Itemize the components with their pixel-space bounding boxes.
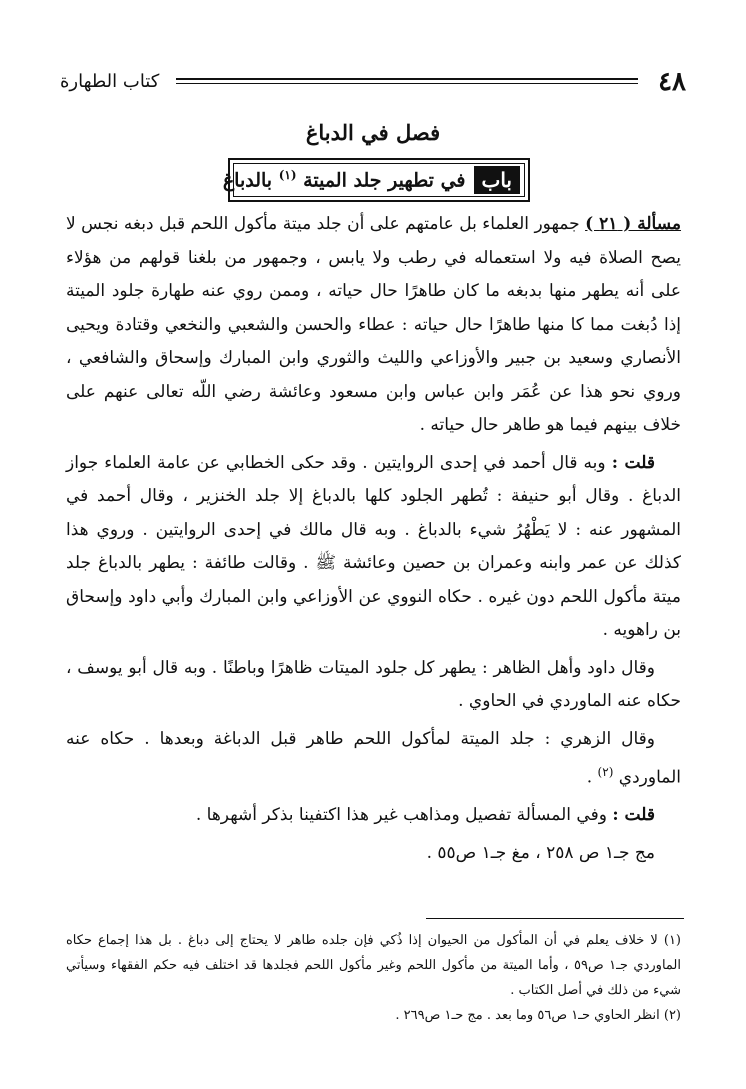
zuhri-text-end: . (586, 767, 593, 788)
footnote-separator (426, 918, 684, 919)
page-number: ٤٨ (658, 67, 686, 97)
qultu-text-1: وبه قال أحمد في إحدى الروايتين . وقد حكى الخطابي عن عامة العلماء جواز الدباغ . وقال أبو حنيفة : تُطهر الجلود كلها بالدباغ إلا جلد الخنزير ، وقال أحمد في المشهور عنه : لا يَطْهُرُ شيء بالدباغ . وبه قال مالك في إحدى الروايتين . وروي هذا كذلك عن عمر وابنه وعمران بن حصين وعائشة ﷺ . وقالت طائفة : يطهر بالدباغ جلد ميتة مأكول اللحم دون غيره . حكاه النووي عن الأوزاعي وابن المبارك وأبي داود وإسحاق بن راهويه . (66, 452, 681, 640)
paragraph-dawud (66, 652, 681, 719)
chapter-title-end: بالدباغ (222, 169, 273, 192)
chapter-title-text: في تطهير جلد الميتة (303, 169, 466, 192)
zuhri-footnote-ref: (٢) (597, 765, 614, 779)
paragraph-qultu-2 (66, 799, 681, 833)
header-rule (176, 78, 638, 84)
masala-text: جمهور العلماء بل عامتهم على أن جلد ميتة مأكول اللحم قبل دبغه نجس لا يصح الصلاة فيه ولا استعماله في رطب ولا يابس ، وجمهور من بلغنا قولهم من هؤلاء على أنه يطهر منها بدبغه ما كان طاهرًا حال حياته ، وممن روي عنه طهارة جلود الميتة إذا دُبغت مما كا منها طاهرًا حال حياته : عطاء والحسن والشعبي والنخعي وقتادة ويحيى الأنصاري وسعيد بن جبير والأوزاعي والليث والثوري وابن المبارك وإسحاق والشافعي ، وروي نحو هذا عن عُمَر وابن عباس وابن مسعود وعائشة رضي اللّه تعالى عنهم على خلاف بينهم فيما هو طاهر حال حياته . (66, 214, 681, 435)
running-header (60, 64, 686, 100)
footnote-1: (١) لا خلاف يعلم في أن المأكول من الحيوان إذا ذُكي فإن جلده طاهر لا يحتاج إلى دباغ . بل هذا إجماع حكاه الماوردي جـ١ ص٥٩ ، وأما الميتة من مأكول اللحم وغير مأكول اللحم فجلدها قد اختلف فيه حكم الفقهاء وسيأتي شيء من ذلك في أصل الكتاب . (66, 933, 681, 998)
chapter-box (222, 158, 530, 202)
paragraph-qultu-1 (66, 447, 681, 648)
book-title: كتاب الطهارة (60, 71, 160, 92)
chapter-title (223, 168, 474, 191)
chapter-footnote-ref: (١) (278, 168, 297, 183)
references-text: مج جـ١ ص ٢٥٨ ، مغ جـ١ ص٥٥ . (426, 842, 655, 863)
footnote-2: (٢) انظر الحاوي حـ١ ص٥٦ وما بعد . مج حـ١ ص٢٦٩ . (395, 1008, 681, 1023)
footnotes (66, 928, 681, 1028)
paragraph-zuhri (66, 723, 681, 796)
dawud-text: وقال داود وأهل الظاهر : يطهر كل جلود الميتات ظاهرًا وباطنًا . وبه قال أبو يوسف ، حكاه عنه الماوردي في الحاوي . (66, 657, 681, 711)
zuhri-text: وقال الزهري : جلد الميتة لمأكول اللحم طاهر قبل الدباغة وبعدها . حكاه عنه الماوردي (66, 728, 681, 788)
qultu-text-2: وفي المسألة تفصيل ومذاهب غير هذا اكتفينا بذكر أشهرها . (195, 805, 607, 826)
section-title: فصل في الدباغ (305, 120, 441, 145)
paragraph-masala (66, 208, 681, 443)
masala-label: مسألة ( ٢١ ) (585, 214, 682, 234)
chapter-box-inner (222, 163, 525, 197)
main-text (66, 208, 681, 874)
qultu-label-1: قلت : (611, 452, 655, 473)
chapter-label: باب (474, 166, 521, 194)
paragraph-references (66, 837, 681, 871)
qultu-label-2: قلت : (612, 805, 655, 826)
